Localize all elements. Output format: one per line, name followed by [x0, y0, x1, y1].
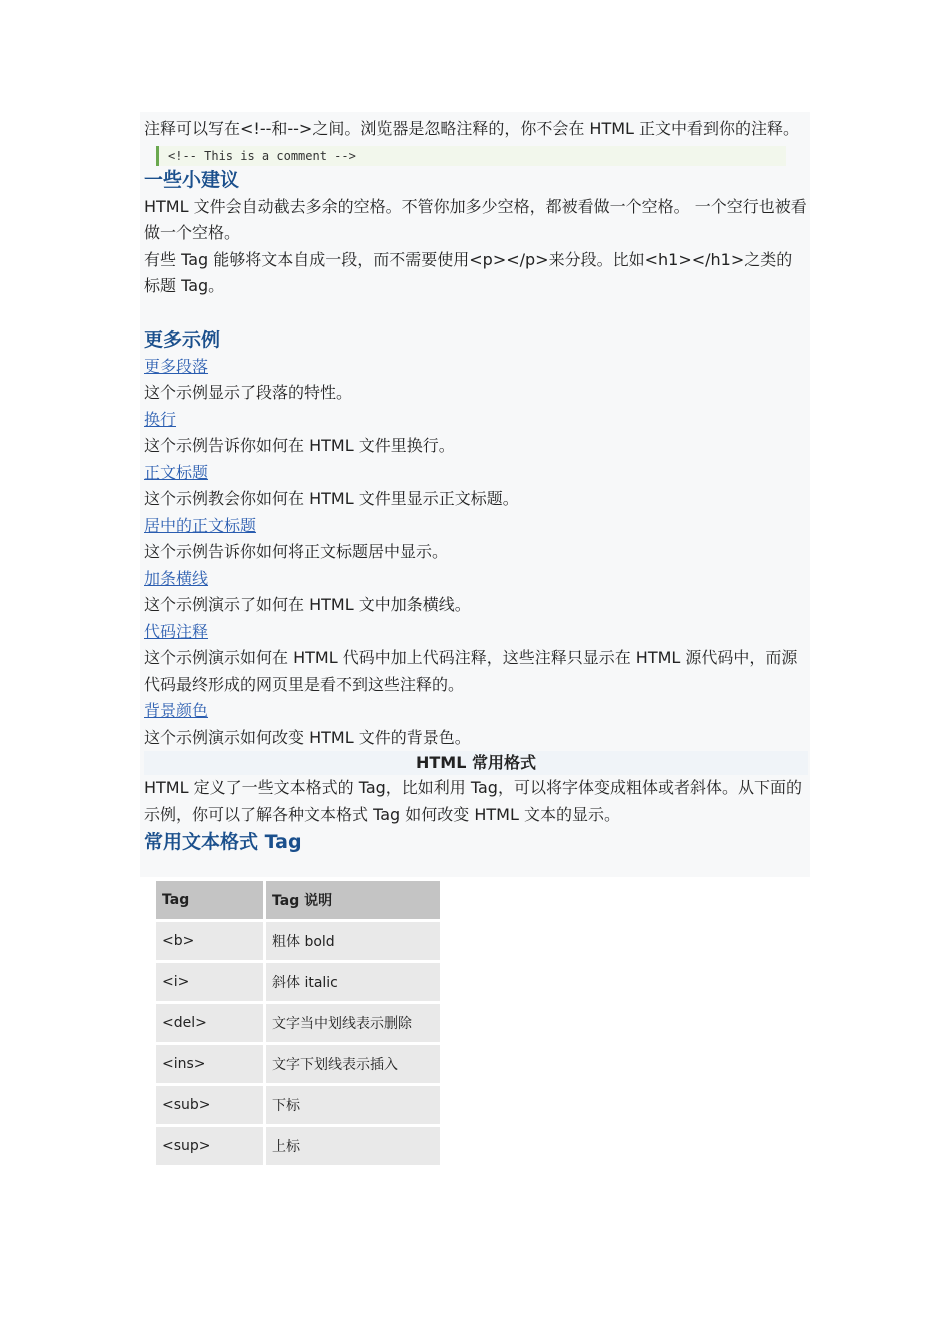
example-desc: 这个示例教会你如何在 HTML 文件里显示正文标题。 [144, 489, 519, 508]
formats-title: HTML 常用格式 [144, 751, 808, 775]
table-row [156, 1086, 440, 1124]
table-row [156, 1004, 440, 1042]
table-row [156, 1127, 440, 1165]
example-link-code-comments[interactable]: 代码注释 [144, 621, 209, 641]
example-link-background-color[interactable]: 背景颜色 [144, 701, 209, 720]
list-item [144, 407, 808, 460]
list-item [144, 698, 808, 751]
code-sample: <!-- This is a comment --> [156, 146, 786, 166]
example-link-more-paragraphs[interactable]: 更多段落 [144, 356, 209, 376]
example-desc: 这个示例演示如何改变 HTML 文件的背景色。 [144, 727, 471, 747]
description-cell: 上标 [266, 1127, 440, 1165]
description-cell: 斜体 italic [266, 963, 440, 1001]
tag-cell: <del> [156, 1004, 263, 1042]
description-cell: 粗体 bold [266, 922, 440, 960]
formats-heading: 常用文本格式 Tag [144, 831, 302, 853]
examples-heading: 更多示例 [144, 328, 221, 351]
tag-cell: <ins> [156, 1045, 263, 1083]
formats-paragraph: HTML 定义了一些文本格式的 Tag，比如利用 Tag，可以将字体变成粗体或者斜体。从下面的示例，你可以了解各种文本格式 Tag 如何改变 HTML 文本的显示。 [144, 778, 802, 824]
tag-cell: <sup> [156, 1127, 263, 1165]
tag-cell: <b> [156, 922, 263, 960]
description-cell: 文字当中划线表示删除 [266, 1004, 440, 1042]
article-content [144, 116, 808, 856]
example-desc: 这个示例告诉你如何在 HTML 文件里换行。 [144, 436, 455, 455]
table-row [156, 922, 440, 960]
example-link-centered-headings[interactable]: 居中的正文标题 [144, 515, 257, 535]
table-row [156, 963, 440, 1001]
example-desc: 这个示例告诉你如何将正文标题居中显示。 [144, 542, 449, 561]
table-row [156, 1045, 440, 1083]
example-desc: 这个示例演示了如何在 HTML 文中加条横线。 [144, 595, 471, 614]
example-link-headings[interactable]: 正文标题 [144, 462, 209, 482]
example-link-line-break[interactable]: 换行 [144, 409, 177, 429]
examples-list [144, 354, 808, 752]
list-item [144, 566, 808, 619]
list-item [144, 460, 808, 513]
tag-cell: <i> [156, 963, 263, 1001]
tag-cell: <sub> [156, 1086, 263, 1124]
tips-paragraph-2: 有些 Tag 能够将文本自成一段，而不需要使用<p></p>来分段。比如<h1></h1>之类的标题 Tag。 [144, 249, 793, 295]
column-header-description: Tag 说明 [266, 881, 440, 919]
example-link-horizontal-rule[interactable]: 加条横线 [144, 568, 209, 588]
list-item [144, 513, 808, 566]
example-desc: 这个示例显示了段落的特性。 [144, 383, 353, 402]
column-header-tag: Tag [156, 881, 263, 919]
description-cell: 下标 [266, 1086, 440, 1124]
comment-intro: 注释可以写在<!--和-->之间。浏览器是忽略注释的，你不会在 HTML 正文中看到你的注释。 [144, 119, 800, 138]
list-item [144, 354, 808, 407]
description-cell: 文字下划线表示插入 [266, 1045, 440, 1083]
tag-table [153, 878, 443, 1168]
tips-heading: 一些小建议 [144, 168, 240, 191]
tips-paragraph-1: HTML 文件会自动截去多余的空格。不管你加多少空格，都被看做一个空格。 一个空行也被看做一个空格。 [144, 196, 807, 242]
example-desc: 这个示例演示如何在 HTML 代码中加上代码注释，这些注释只显示在 HTML 源代码中，而源代码最终形成的网页里是看不到这些注释的。 [144, 648, 798, 694]
table-header-row [156, 881, 440, 919]
list-item [144, 619, 808, 699]
